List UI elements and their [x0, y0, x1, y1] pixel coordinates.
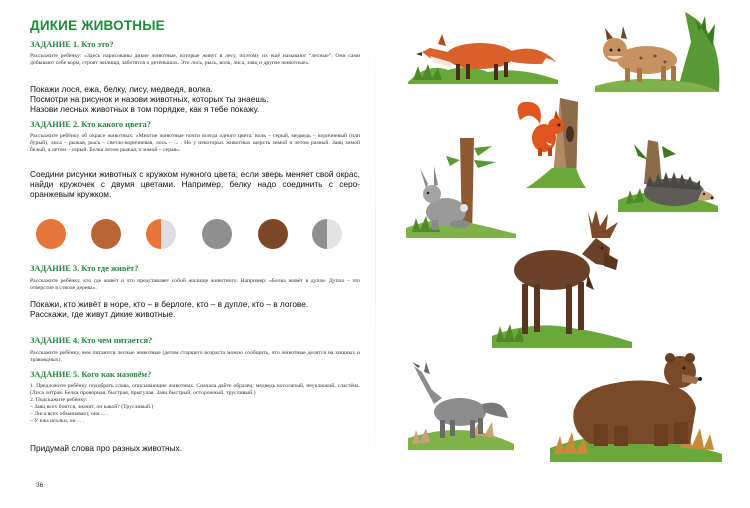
fox-illustration[interactable]: [408, 22, 558, 84]
task4-intro: Расскажите ребёнку, чем питаются лесные животные (детям старшего возраста можно сообщить, что животные делятся на хищных и травоядных).: [30, 350, 360, 363]
task5-q2: – Лиса всех обманывает, она ... .: [30, 411, 108, 417]
circle-right-half: [161, 219, 176, 249]
moose-illustration[interactable]: [492, 208, 632, 348]
color-circle-brown[interactable]: [91, 219, 121, 249]
task4-heading: ЗАДАНИЕ 4. Кто чем питается?: [30, 336, 153, 345]
circle-left-half: [36, 219, 51, 249]
lynx-illustration[interactable]: [595, 12, 727, 92]
task2-intro: Расскажите ребёнку об окрасе животных: «Многие животные почти всегда одного цвета: волк – серый, медведь – коричневый (или бурый), лиса – рыжая, рысь – светло-коричневая, лось – ... . Но у некоторых животных шерсть зимой и летом разный. Заяц зимой белый, а летом – серый. Белка летом рыжая, а зимой – серая».: [30, 133, 360, 153]
task5-main: Придумай слова про разных животных.: [30, 443, 182, 453]
task5-p1: 1. Предложите ребёнку подобрать слова, описывающие животных. Сначала дайте образец: медведь косолапый, неуклюжий, сластёна. (Лиса хитрая. Белка проворная, быстрая, прыгучая. Заяц быстрый, осторожный, трусливый.): [30, 383, 360, 396]
wolf-illustration[interactable]: [408, 358, 514, 450]
task1-intro: Расскажите ребёнку: «Здесь нарисованы дикие животные, которые живут в лесу, поэтому их ещё называют “лесные”. Они сами добывают себе корм, строят жилища, заботятся о детёнышах. Это лось, рысь, волк, лиса, заяц и другие животные».: [30, 53, 360, 66]
task3-line2: Расскажи, где живут дикие животные.: [30, 309, 176, 319]
task2-heading: ЗАДАНИЕ 2. Кто какого цвета?: [30, 120, 151, 129]
task1-line3: Назови лесных животных в том порядке, как я тебе покажу.: [30, 104, 260, 114]
color-circle-orange-gray[interactable]: [146, 219, 176, 249]
task5-q1: – Заяц всех боится, значит, он какой? (Трусливый.): [30, 404, 154, 410]
hedgehog-illustration[interactable]: [618, 140, 718, 212]
circle-right-half: [51, 219, 66, 249]
task3-line1: Покажи, кто живёт в норе, кто – в берлоге, кто – в дупле, кто – в логове.: [30, 299, 309, 309]
circle-left-half: [91, 219, 106, 249]
task3-intro: Расскажите ребёнку, кто где живёт и что представляет собой жилище животного. Например: «Белка живёт в дупле. Дупло – это отверстие в стволе дерева».: [30, 278, 360, 291]
task2-main: Соедини рисунки животных с кружком нужного цвета; если зверь меняет свой окрас, найди кружочек с двумя цветами. Например, белку надо соединить с серо-оранжевым кружком.: [30, 169, 360, 199]
task5-q3: – У ежа иголки, он ... .: [30, 418, 85, 424]
circle-left-half: [202, 219, 217, 249]
task1-line1: Покажи лося, ежа, белку, лису, медведя, волка.: [30, 84, 213, 94]
page-number: 36: [36, 482, 44, 489]
task1-line2: Посмотри на рисунок и назови животных, которых ты знаешь.: [30, 94, 269, 104]
circle-right-half: [217, 219, 232, 249]
circle-right-half: [327, 219, 342, 249]
color-circle-dark-brown[interactable]: [258, 219, 288, 249]
task3-heading: ЗАДАНИЕ 3. Кто где живёт?: [30, 264, 139, 273]
circle-right-half: [106, 219, 121, 249]
color-circle-gray[interactable]: [202, 219, 232, 249]
task5-p2: 2. Подскажите ребёнку:: [30, 397, 88, 403]
color-circles: [36, 219, 346, 253]
squirrel-illustration[interactable]: [516, 98, 596, 188]
task5-heading: ЗАДАНИЕ 5. Кого как назовём?: [30, 370, 152, 379]
color-circle-gray-white[interactable]: [312, 219, 342, 249]
task1-heading: ЗАДАНИЕ 1. Кто это?: [30, 40, 114, 49]
color-circle-orange[interactable]: [36, 219, 66, 249]
circle-left-half: [146, 219, 161, 249]
circle-left-half: [258, 219, 273, 249]
animals-illustration: [390, 0, 750, 508]
circle-right-half: [273, 219, 288, 249]
circle-left-half: [312, 219, 327, 249]
page-title: ДИКИЕ ЖИВОТНЫЕ: [30, 18, 165, 33]
bear-illustration[interactable]: [550, 344, 722, 462]
page-divider: [375, 0, 376, 508]
